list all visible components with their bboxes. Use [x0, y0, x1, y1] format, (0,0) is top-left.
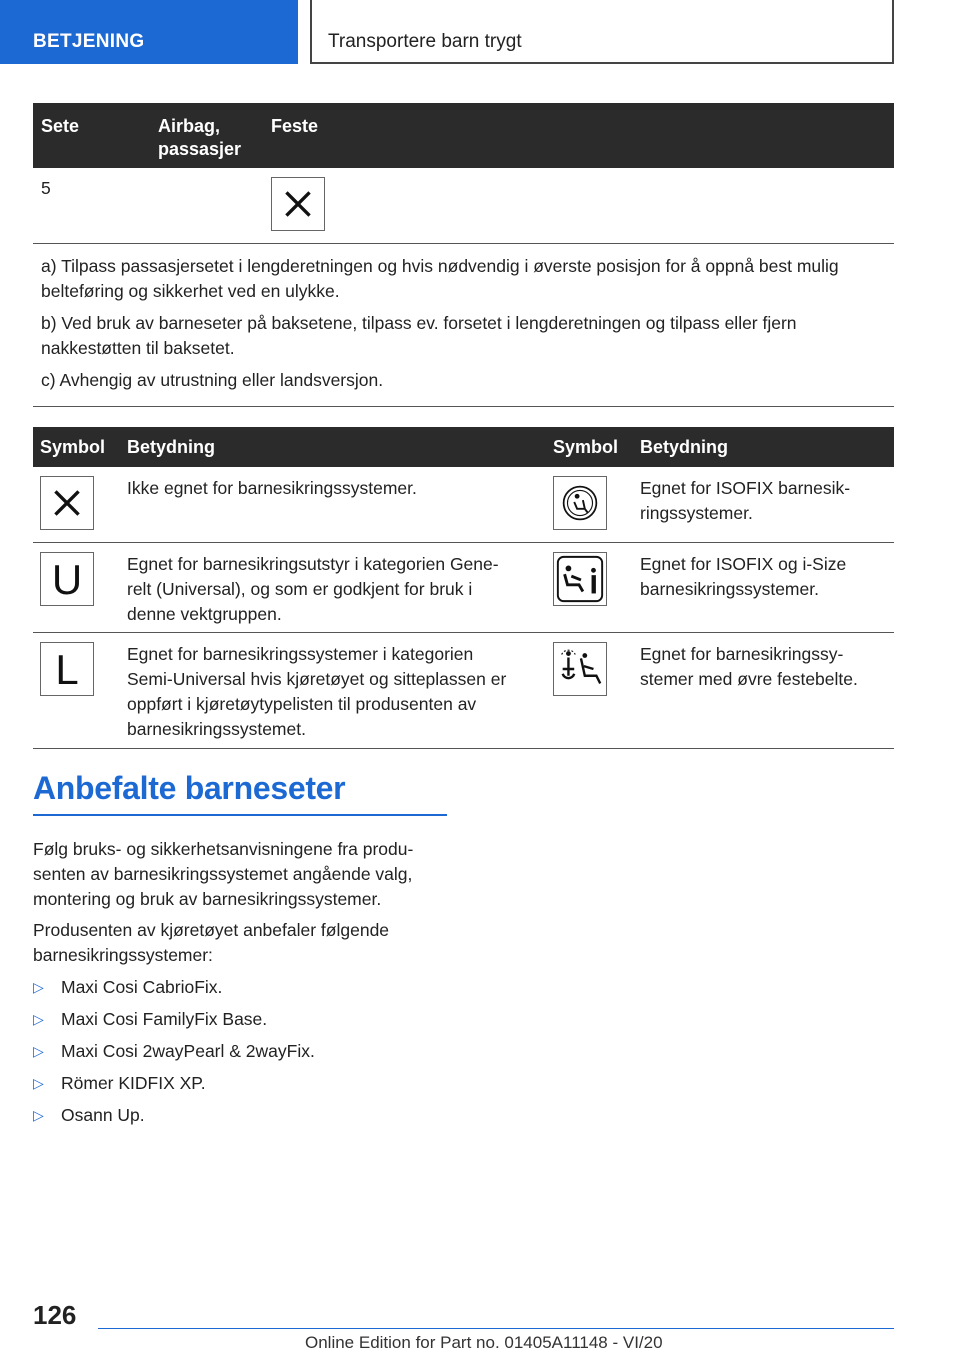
not-suitable-icon — [271, 177, 325, 231]
top-tether-icon — [553, 642, 607, 696]
not-suitable-icon — [40, 476, 94, 530]
bullet-triangle-icon: ▷ — [33, 1011, 44, 1027]
bullet-triangle-icon: ▷ — [33, 1043, 44, 1059]
table-row — [33, 633, 894, 749]
seat-table-header — [33, 103, 894, 168]
header-symbol-1: Symbol — [40, 437, 106, 457]
table-row — [33, 168, 894, 244]
header-mount: Feste — [271, 116, 319, 136]
table-notes — [33, 244, 894, 407]
header-seat: Sete — [41, 116, 80, 136]
table-row — [33, 467, 894, 543]
section-para-2: Produsenten av kjøretøyet anbefaler følgende barnesikringssystemer: — [33, 920, 390, 965]
isofix-icon — [553, 476, 607, 530]
section-title-underline — [33, 814, 447, 816]
note-b: b) Ved bruk av barneseter på baksetene, tilpass ev. forsetet i lengderetningen og tilpass eller fjern nakkestøtten til baksetet. — [41, 313, 797, 358]
note-c: c) Avhengig av utrustning eller landsversjon. — [41, 370, 384, 390]
meaning-isofix: Egnet for ISOFIX barnesik- ringssystemer. — [640, 478, 851, 523]
breadcrumb — [310, 0, 894, 64]
header-airbag: Airbag, passasjer — [158, 116, 242, 159]
meaning-isofix-i-size: Egnet for ISOFIX og i-Size barnesikringssystemer. — [640, 554, 847, 599]
section-tab — [0, 0, 298, 64]
note-a: a) Tilpass passasjersetet i lengderetningen og hvis nødvendig i øverste posisjon for å oppnå best mulig belteføring og sikkerhet ved en ulykke. — [41, 256, 839, 301]
symbol-table — [33, 427, 894, 749]
meaning-not-suitable: Ikke egnet for barnesikringssystemer. — [127, 478, 417, 498]
section-label: BETJENING — [33, 31, 145, 52]
bullet-triangle-icon: ▷ — [33, 979, 44, 995]
table-row — [33, 543, 894, 633]
universal-icon: U — [40, 552, 94, 606]
meaning-top-tether: Egnet for barnesikringssy- stemer med øvre festebelte. — [640, 644, 858, 689]
section-para-1: Følg bruks- og sikkerhetsanvisningene fra produ- senten av barnesikringssystemet angående valg, montering og bruk av barnesikringssystemer. — [33, 839, 414, 909]
seat-number: 5 — [41, 178, 51, 198]
section-title: Anbefalte barneseter — [33, 770, 346, 806]
breadcrumb-title: Transportere barn trygt — [328, 31, 522, 52]
meaning-universal: Egnet for barnesikringsutstyr i kategorien Gene- relt (Universal), og som er godkjent for bruk i denne vektgruppen. — [127, 554, 499, 624]
header-meaning-2: Betydning — [640, 437, 728, 457]
header-symbol-2: Symbol — [553, 437, 619, 457]
footer-divider — [98, 1328, 894, 1329]
isofix-i-size-icon — [553, 552, 607, 606]
semi-universal-icon: L — [40, 642, 94, 696]
seat-table — [33, 103, 894, 407]
footer-edition: Online Edition for Part no. 01405A11148 - VI/20 — [305, 1333, 663, 1352]
bullet-triangle-icon: ▷ — [33, 1107, 44, 1123]
symbol-table-header — [33, 427, 894, 467]
meaning-semi-universal: Egnet for barnesikringssystemer i kategorien Semi-Universal hvis kjøretøyet og sitteplassen er oppført i kjøretøytypelisten til produsenten av barnesikringssystemet. — [127, 644, 507, 739]
header-meaning-1: Betydning — [127, 437, 215, 457]
bullet-triangle-icon: ▷ — [33, 1075, 44, 1091]
page-number: 126 — [33, 1300, 77, 1330]
